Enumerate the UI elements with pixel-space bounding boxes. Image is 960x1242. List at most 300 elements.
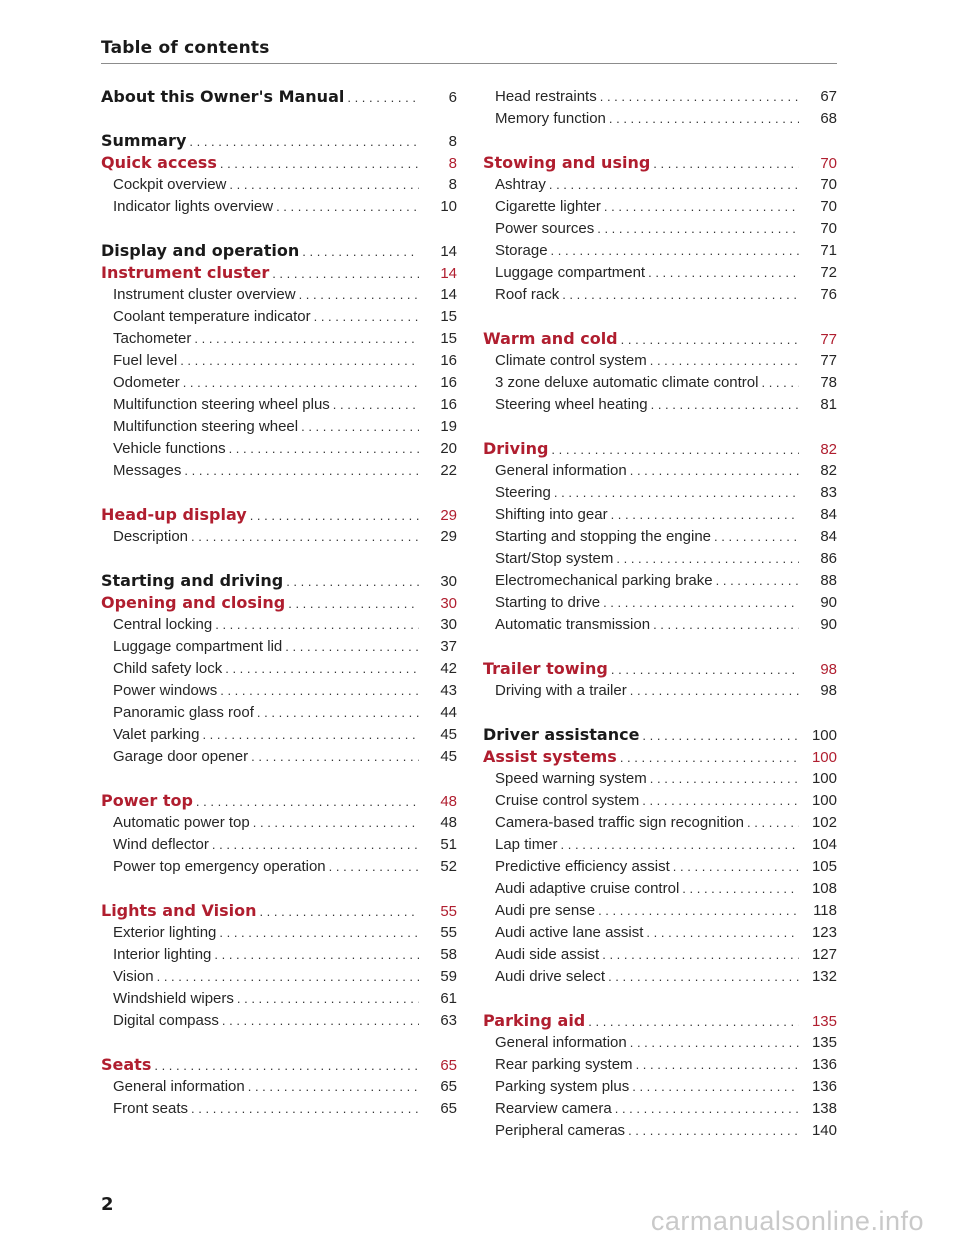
toc-entry[interactable] [483, 856, 837, 878]
toc-entry-label: Rearview camera [495, 1100, 612, 1117]
toc-entry[interactable] [483, 680, 837, 702]
toc-entry-label: Warm and cold [483, 329, 618, 348]
toc-entry-label: Summary [101, 131, 187, 150]
toc-entry-label: Coolant temperature indicator [113, 308, 311, 325]
dot-leader [609, 108, 799, 130]
toc-entry[interactable] [101, 1054, 457, 1076]
toc-entry[interactable] [101, 350, 457, 372]
dot-leader [301, 416, 419, 438]
toc-entry-label: Power windows [113, 682, 218, 699]
toc-entry-page: 132 [811, 968, 837, 985]
toc-entry[interactable] [483, 570, 837, 592]
dot-leader [191, 526, 419, 548]
dot-leader [747, 812, 799, 834]
toc-entry-page: 77 [820, 331, 837, 348]
dot-leader [648, 262, 799, 284]
dot-leader [253, 812, 419, 834]
toc-entry-label: Quick access [101, 153, 217, 172]
toc-entry-label: Starting and driving [101, 571, 284, 590]
toc-entry[interactable] [483, 1120, 837, 1142]
toc-entry-page: 22 [440, 462, 457, 479]
toc-entry-label: Vision [113, 968, 154, 985]
toc-entry[interactable] [483, 526, 837, 548]
toc-entry-page: 82 [820, 441, 837, 458]
toc-entry-page: 59 [440, 968, 457, 985]
toc-entry-page: 86 [820, 550, 837, 567]
toc-entry-page: 16 [440, 374, 457, 391]
toc-entry-page: 30 [440, 616, 457, 633]
dot-leader [562, 284, 799, 306]
dot-leader [286, 571, 419, 593]
toc-entry-label: Luggage compartment lid [113, 638, 283, 655]
toc-entry-label: Ashtray [495, 176, 546, 193]
toc-entry-label: Steering [495, 484, 551, 501]
toc-entry-page: 81 [820, 396, 837, 413]
toc-entry-page: 37 [440, 638, 457, 655]
toc-entry[interactable] [101, 86, 457, 108]
toc-entry-page: 45 [440, 748, 457, 765]
toc-entry-label: Predictive efficiency assist [495, 858, 670, 875]
toc-entry-label: General information [495, 1034, 627, 1051]
dot-leader [222, 1010, 419, 1032]
toc-entry-label: Indicator lights overview [113, 198, 274, 215]
toc-entry[interactable] [483, 592, 837, 614]
toc-entry-label: Cockpit overview [113, 176, 227, 193]
toc-entry[interactable] [483, 834, 837, 856]
dot-leader [285, 636, 419, 658]
toc-entry[interactable] [483, 152, 837, 174]
toc-entry-page: 70 [820, 198, 837, 215]
toc-entry-label: General information [495, 462, 627, 479]
toc-entry[interactable] [483, 328, 837, 350]
toc-entry-page: 10 [440, 198, 457, 215]
toc-entry-label: Storage [495, 242, 548, 259]
dot-leader [183, 372, 419, 394]
toc-entry-label: Opening and closing [101, 593, 286, 612]
toc-entry[interactable] [483, 482, 837, 504]
dot-leader [603, 592, 799, 614]
toc-entry[interactable] [483, 1054, 837, 1076]
dot-leader [347, 87, 419, 109]
toc-entry-page: 30 [440, 595, 457, 612]
toc-entry-label: Multifunction steering wheel [113, 418, 299, 435]
toc-entry[interactable] [483, 1032, 837, 1054]
toc-entry[interactable] [101, 416, 457, 438]
toc-entry-label: Odometer [113, 374, 180, 391]
toc-entry-page: 29 [440, 528, 457, 545]
toc-entry-page: 70 [820, 176, 837, 193]
toc-entry[interactable] [101, 306, 457, 328]
toc-entry-label: Audi adaptive cruise control [495, 880, 680, 897]
dot-leader [611, 504, 799, 526]
toc-entry[interactable] [101, 130, 457, 152]
dot-leader [600, 86, 799, 108]
toc-entry-page: 98 [820, 661, 837, 678]
toc-entry-label: Driving [483, 439, 549, 458]
dot-leader [616, 548, 799, 570]
toc-entry-page: 15 [440, 308, 457, 325]
toc-entry[interactable] [483, 504, 837, 526]
toc-entry-label: Head restraints [495, 88, 597, 105]
toc-entry-label: General information [113, 1078, 245, 1095]
toc-entry-label: Seats [101, 1055, 152, 1074]
header-divider [101, 63, 837, 64]
toc-entry[interactable] [101, 900, 457, 922]
toc-entry-page: 118 [813, 902, 837, 919]
toc-entry[interactable] [483, 614, 837, 636]
dot-leader [196, 791, 419, 813]
toc-entry-label: Power sources [495, 220, 595, 237]
toc-entry-page: 83 [820, 484, 837, 501]
dot-leader [602, 944, 799, 966]
toc-entry-label: Start/Stop system [495, 550, 614, 567]
dot-leader [630, 680, 799, 702]
toc-entry-page: 44 [440, 704, 457, 721]
toc-entry-page: 48 [440, 793, 457, 810]
toc-entry[interactable] [483, 1098, 837, 1120]
toc-entry[interactable] [101, 262, 457, 284]
toc-entry[interactable] [101, 240, 457, 262]
dot-leader [653, 614, 799, 636]
toc-entry[interactable] [483, 108, 837, 130]
toc-entry-label: Audi active lane assist [495, 924, 644, 941]
toc-entry-label: Instrument cluster overview [113, 286, 296, 303]
dot-leader [276, 196, 419, 218]
toc-entry[interactable] [483, 790, 837, 812]
toc-entry[interactable] [101, 922, 457, 944]
toc-entry[interactable] [101, 1076, 457, 1098]
dot-leader [229, 438, 419, 460]
toc-entry-page: 14 [440, 265, 457, 282]
toc-entry-label: Head-up display [101, 505, 247, 524]
toc-entry[interactable] [101, 526, 457, 548]
toc-entry[interactable] [101, 944, 457, 966]
toc-entry-label: Audi side assist [495, 946, 600, 963]
toc-entry-label: Driver assistance [483, 725, 640, 744]
toc-entry[interactable] [483, 240, 837, 262]
toc-entry[interactable] [483, 746, 837, 768]
toc-entry-label: Audi drive select [495, 968, 606, 985]
dot-leader [250, 505, 419, 527]
toc-entry-label: Central locking [113, 616, 213, 633]
toc-entry-page: 16 [440, 396, 457, 413]
toc-entry-label: Lap timer [495, 836, 558, 853]
toc-entry-page: 8 [448, 155, 457, 172]
dot-leader [272, 263, 419, 285]
toc-entry-page: 30 [440, 573, 457, 590]
toc-entry[interactable] [483, 812, 837, 834]
toc-entry-label: Luggage compartment [495, 264, 646, 281]
toc-entry-page: 136 [811, 1078, 837, 1095]
toc-entry[interactable] [101, 460, 457, 482]
dot-leader [716, 570, 799, 592]
dot-leader [299, 284, 419, 306]
toc-entry-page: 135 [811, 1013, 837, 1030]
toc-entry-page: 70 [820, 220, 837, 237]
toc-entry-label: Stowing and using [483, 153, 651, 172]
dot-leader [588, 1011, 799, 1033]
dot-leader [615, 1098, 799, 1120]
dot-leader [157, 966, 419, 988]
toc-entry[interactable] [483, 878, 837, 900]
toc-entry[interactable] [483, 768, 837, 790]
toc-entry[interactable] [101, 570, 457, 592]
toc-entry-label: Front seats [113, 1100, 189, 1117]
dot-leader [251, 746, 419, 768]
toc-entry-label: Valet parking [113, 726, 200, 743]
toc-entry-page: 100 [811, 727, 837, 744]
toc-entry-page: 61 [440, 990, 457, 1007]
toc-entry[interactable] [483, 350, 837, 372]
toc-entry-page: 105 [811, 858, 837, 875]
toc-entry[interactable] [483, 394, 837, 416]
toc-entry[interactable] [101, 504, 457, 526]
toc-entry-page: 77 [820, 352, 837, 369]
dot-leader [646, 922, 799, 944]
watermark: carmanualsonline.info [650, 1206, 924, 1236]
toc-entry[interactable] [101, 812, 457, 834]
toc-entry-label: Garage door opener [113, 748, 249, 765]
toc-entry-page: 72 [820, 264, 837, 281]
dot-leader [248, 1076, 419, 1098]
toc-entry-label: Starting and stopping the engine [495, 528, 711, 545]
toc-entry-label: Camera-based traffic sign recognition [495, 814, 745, 831]
dot-leader [257, 702, 419, 724]
dot-leader [220, 153, 419, 175]
toc-entry-page: 82 [820, 462, 837, 479]
toc-entry[interactable] [101, 746, 457, 768]
dot-leader [219, 922, 419, 944]
dot-leader [551, 240, 799, 262]
toc-entry-label: Starting to drive [495, 594, 601, 611]
toc-entry-label: Tachometer [113, 330, 192, 347]
dot-leader [191, 1098, 419, 1120]
toc-entry-page: 16 [440, 352, 457, 369]
toc-entry-page: 76 [820, 286, 837, 303]
toc-entry-label: Lights and Vision [101, 901, 257, 920]
toc-entry-page: 90 [820, 594, 837, 611]
toc-entry-label: Fuel level [113, 352, 178, 369]
toc-entry-label: Instrument cluster [101, 263, 270, 282]
toc-entry-page: 8 [448, 133, 457, 150]
toc-entry[interactable] [101, 438, 457, 460]
toc-entry-page: 65 [440, 1057, 457, 1074]
dot-leader [608, 966, 799, 988]
toc-entry[interactable] [101, 196, 457, 218]
toc-entry[interactable] [101, 1010, 457, 1032]
toc-entry-page: 19 [440, 418, 457, 435]
toc-entry-label: Panoramic glass roof [113, 704, 254, 721]
toc-entry[interactable] [101, 724, 457, 746]
toc-entry-page: 55 [440, 924, 457, 941]
toc-entry[interactable] [483, 548, 837, 570]
toc-entry-label: Shifting into gear [495, 506, 608, 523]
toc-entry-label: Child safety lock [113, 660, 223, 677]
toc-entry-page: 88 [820, 572, 837, 589]
toc-entry[interactable] [101, 284, 457, 306]
toc-entry-page: 84 [820, 506, 837, 523]
toc-entry-label: Parking system plus [495, 1078, 630, 1095]
dot-leader [194, 328, 419, 350]
dot-leader [554, 482, 799, 504]
toc-entry-page: 29 [440, 507, 457, 524]
toc-entry-page: 70 [820, 155, 837, 172]
dot-leader [212, 834, 419, 856]
dot-leader [333, 394, 419, 416]
dot-leader [630, 460, 799, 482]
toc-entry-label: Audi pre sense [495, 902, 596, 919]
toc-entry[interactable] [483, 284, 837, 306]
toc-entry-page: 6 [448, 89, 457, 106]
toc-entry-page: 42 [440, 660, 457, 677]
toc-entry[interactable] [101, 966, 457, 988]
toc-entry[interactable] [101, 834, 457, 856]
toc-entry-page: 14 [440, 243, 457, 260]
toc-entry[interactable] [483, 1076, 837, 1098]
toc-entry-label: Rear parking system [495, 1056, 633, 1073]
toc-entry-page: 48 [440, 814, 457, 831]
toc-entry-page: 14 [440, 286, 457, 303]
toc-entry[interactable] [101, 328, 457, 350]
toc-entry-label: Vehicle functions [113, 440, 226, 457]
toc-entry-label: Speed warning system [495, 770, 647, 787]
toc-entry[interactable] [101, 856, 457, 878]
toc-entry-page: 58 [440, 946, 457, 963]
dot-leader [632, 1076, 799, 1098]
dot-leader [225, 658, 419, 680]
page-number: 2 [101, 1194, 114, 1215]
toc-entry[interactable] [483, 262, 837, 284]
toc-entry-label: Automatic transmission [495, 616, 651, 633]
toc-entry-label: Power top [101, 791, 193, 810]
dot-leader [549, 174, 799, 196]
dot-leader [597, 218, 799, 240]
toc-entry-label: Description [113, 528, 189, 545]
toc-entry-page: 100 [811, 792, 837, 809]
toc-entry[interactable] [483, 900, 837, 922]
dot-leader [154, 1055, 419, 1077]
toc-entry-page: 68 [820, 110, 837, 127]
toc-entry-label: Memory function [495, 110, 606, 127]
dot-leader [237, 988, 419, 1010]
toc-entry[interactable] [101, 790, 457, 812]
toc-entry-label: Assist systems [483, 747, 617, 766]
dot-leader [184, 460, 419, 482]
toc-entry-label: 3 zone deluxe automatic climate control [495, 374, 759, 391]
dot-leader [314, 306, 419, 328]
toc-entry-page: 52 [440, 858, 457, 875]
toc-entry-label: Interior lighting [113, 946, 212, 963]
toc-entry[interactable] [101, 702, 457, 724]
toc-entry[interactable] [483, 944, 837, 966]
toc-entry[interactable] [483, 966, 837, 988]
toc-entry[interactable] [483, 218, 837, 240]
toc-entry[interactable] [483, 196, 837, 218]
toc-entry[interactable] [101, 372, 457, 394]
toc-entry[interactable] [101, 658, 457, 680]
dot-leader [651, 394, 799, 416]
toc-entry-label: Messages [113, 462, 182, 479]
toc-entry[interactable] [483, 460, 837, 482]
toc-entry[interactable] [101, 152, 457, 174]
toc-entry[interactable] [101, 174, 457, 196]
dot-leader [653, 153, 799, 175]
toc-entry[interactable] [483, 922, 837, 944]
dot-leader [642, 790, 799, 812]
toc-entry-page: 123 [811, 924, 837, 941]
toc-entry-page: 84 [820, 528, 837, 545]
toc-entry-label: Electromechanical parking brake [495, 572, 713, 589]
dot-leader [761, 372, 799, 394]
toc-entry-label: Power top emergency operation [113, 858, 326, 875]
toc-entry-page: 136 [811, 1056, 837, 1073]
toc-entry-page: 135 [811, 1034, 837, 1051]
toc-entry[interactable] [101, 988, 457, 1010]
toc-entry-page: 65 [440, 1078, 457, 1095]
toc-entry[interactable] [101, 614, 457, 636]
toc-entry-page: 67 [820, 88, 837, 105]
toc-entry-label: Driving with a trailer [495, 682, 627, 699]
toc-entry-label: About this Owner's Manual [101, 87, 345, 106]
toc-entry-page: 104 [811, 836, 837, 853]
toc-entry-label: Parking aid [483, 1011, 586, 1030]
toc-entry-page: 127 [811, 946, 837, 963]
toc-entry[interactable] [483, 1010, 837, 1032]
toc-entry[interactable] [101, 592, 457, 614]
toc-entry[interactable] [483, 658, 837, 680]
dot-leader [598, 900, 799, 922]
toc-entry-label: Roof rack [495, 286, 560, 303]
toc-entry-page: 51 [440, 836, 457, 853]
dot-leader [259, 901, 419, 923]
dot-leader [288, 593, 419, 615]
toc-entry-label: Exterior lighting [113, 924, 217, 941]
toc-entry[interactable] [483, 372, 837, 394]
toc-entry-page: 15 [440, 330, 457, 347]
page-title: Table of contents [101, 38, 270, 58]
toc-entry-page: 100 [811, 749, 837, 766]
dot-leader [650, 350, 799, 372]
toc-entry[interactable] [101, 680, 457, 702]
toc-entry[interactable] [101, 1098, 457, 1120]
dot-leader [673, 856, 799, 878]
dot-leader [551, 439, 799, 461]
toc-entry-label: Digital compass [113, 1012, 219, 1029]
toc-entry-page: 108 [811, 880, 837, 897]
toc-entry[interactable] [483, 174, 837, 196]
dot-leader [628, 1120, 799, 1142]
dot-leader [561, 834, 799, 856]
toc-entry-page: 78 [820, 374, 837, 391]
dot-leader [650, 768, 799, 790]
toc-entry[interactable] [101, 636, 457, 658]
toc-entry-label: Steering wheel heating [495, 396, 648, 413]
toc-entry-label: Cigarette lighter [495, 198, 601, 215]
toc-column-right [483, 86, 837, 1142]
dot-leader [302, 241, 419, 263]
toc-entry[interactable] [101, 394, 457, 416]
toc-entry-page: 98 [820, 682, 837, 699]
toc-entry-page: 43 [440, 682, 457, 699]
toc-entry[interactable] [483, 86, 837, 108]
toc-entry-label: Peripheral cameras [495, 1122, 626, 1139]
toc-entry[interactable] [483, 724, 837, 746]
toc-entry-page: 63 [440, 1012, 457, 1029]
toc-entry-page: 140 [811, 1122, 837, 1139]
toc-entry[interactable] [483, 438, 837, 460]
toc-entry-label: Wind deflector [113, 836, 209, 853]
dot-leader [642, 725, 799, 747]
